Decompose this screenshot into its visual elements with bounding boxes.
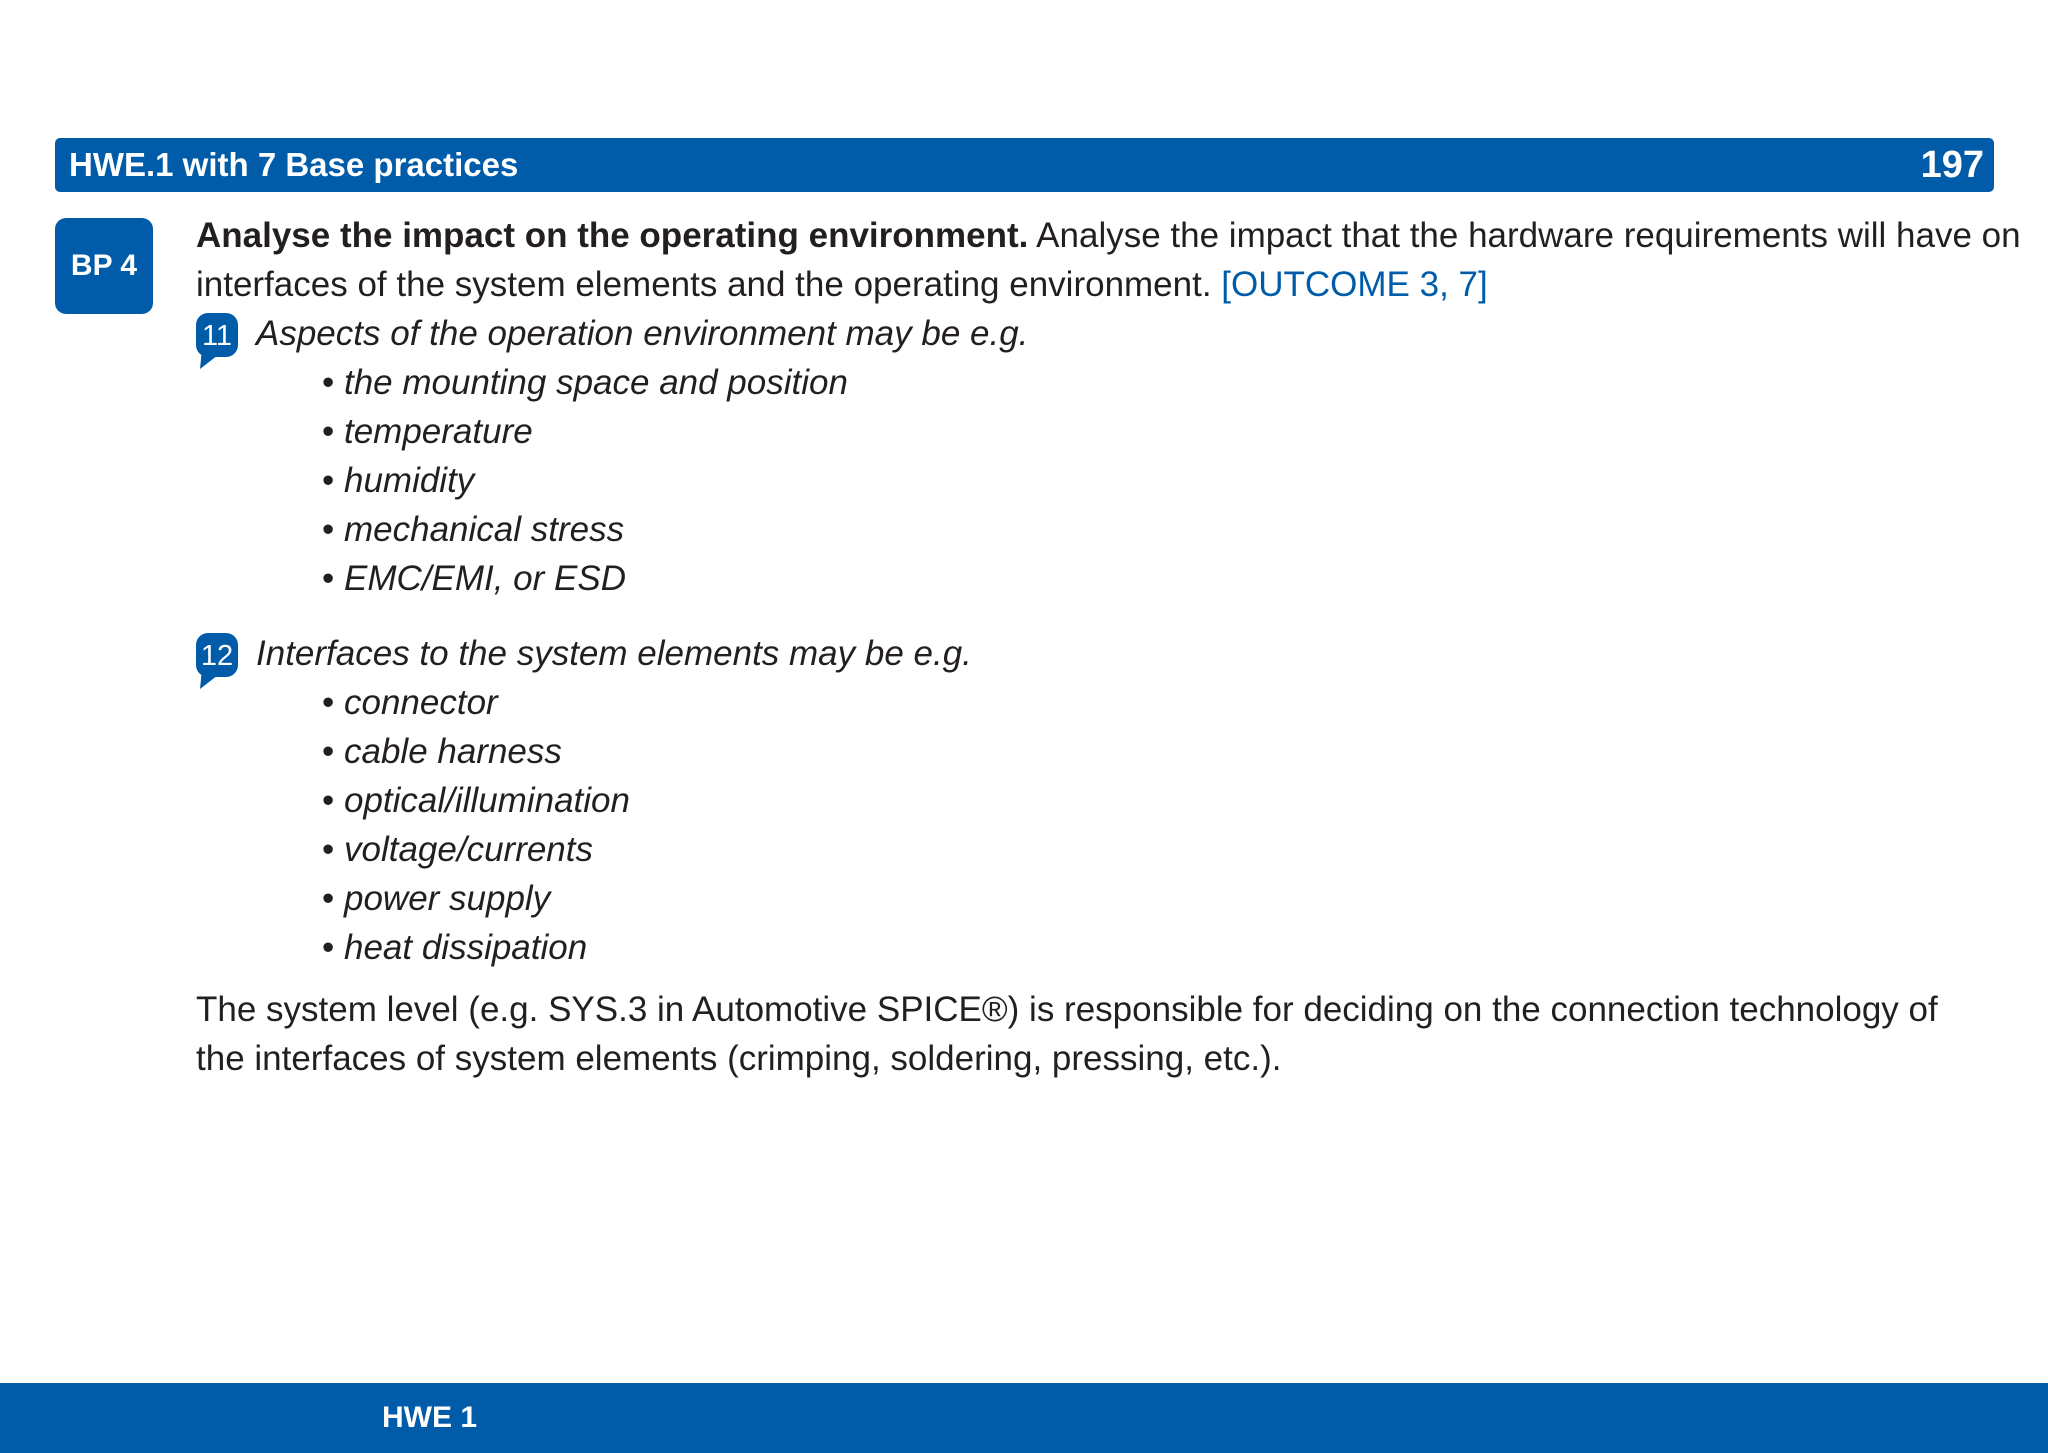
list-item: • temperature xyxy=(322,407,848,456)
footer-bar xyxy=(0,1383,2048,1453)
note-12-number: 12 xyxy=(200,640,234,672)
note-11-number: 11 xyxy=(201,320,233,352)
base-practice-badge: BP 4 xyxy=(55,218,153,314)
list-item: • optical/illumination xyxy=(322,776,630,825)
note-11-speech-bubble-icon xyxy=(196,313,242,369)
list-item: • connector xyxy=(322,678,630,727)
list-item: • power supply xyxy=(322,874,630,923)
base-practice-description xyxy=(196,211,2021,309)
page-number: 197 xyxy=(1920,143,1984,186)
section-title: HWE.1 with 7 Base practices xyxy=(69,146,519,183)
footer-label: HWE 1 xyxy=(382,1401,478,1434)
section-header xyxy=(55,138,1994,192)
closing-paragraph: The system level (e.g. SYS.3 in Automotive SPICE®) is responsible for deciding on the connection technology of the interfaces of system elements (crimping, soldering, pressing, etc.). xyxy=(196,990,1938,1078)
base-practice-text-line1: Analyse the impact that the hardware requirements will have on xyxy=(1028,216,2021,255)
list-item: • mechanical stress xyxy=(322,505,848,554)
outcome-reference: [OUTCOME 3, 7] xyxy=(1221,265,1488,304)
note-12-list xyxy=(322,678,630,972)
base-practice-title: Analyse the impact on the operating environment. xyxy=(196,216,1029,255)
base-practice-text-line2: interfaces of the system elements and the operating environment. xyxy=(196,265,1222,304)
list-item: • voltage/currents xyxy=(322,825,630,874)
list-item: • the mounting space and position xyxy=(322,358,848,407)
note-12-speech-bubble-icon xyxy=(196,633,242,689)
note-11-list xyxy=(322,358,848,603)
list-item: • cable harness xyxy=(322,727,630,776)
note-12-title: Interfaces to the system elements may be e.g. xyxy=(256,634,972,673)
list-item: • heat dissipation xyxy=(322,923,630,972)
note-11-title: Aspects of the operation environment may be e.g. xyxy=(256,314,1029,353)
list-item: • humidity xyxy=(322,456,848,505)
list-item: • EMC/EMI, or ESD xyxy=(322,554,848,603)
